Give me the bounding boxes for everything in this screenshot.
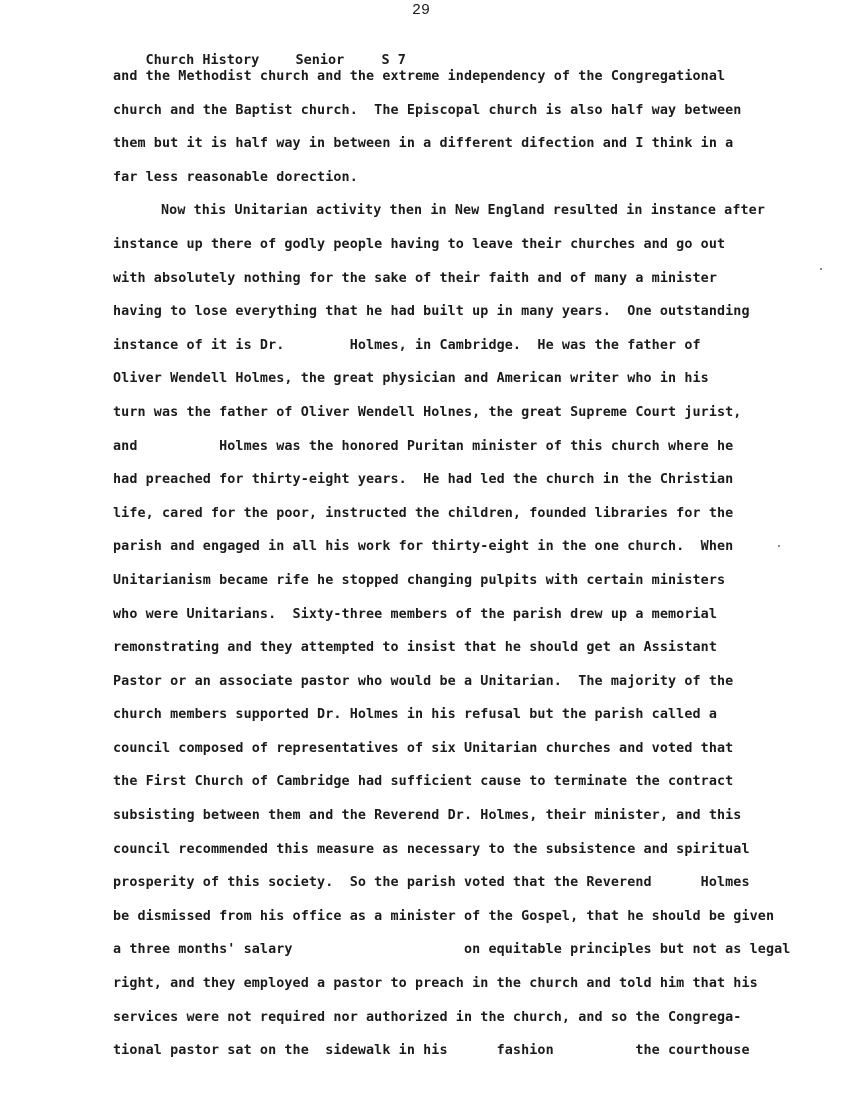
text-line: life, cared for the poor, instructed the children, founded libraries for the [113, 505, 734, 521]
text-line: them but it is half way in between in a different difection and I think in a [113, 136, 734, 152]
scan-speck [778, 545, 780, 547]
text-line: remonstrating and they attempted to insist that he should get an Assistant [113, 640, 717, 656]
text-line: with absolutely nothing for the sake of their faith and of many a minister [113, 270, 717, 286]
text-line: right, and they employed a pastor to preach in the church and told him that his [113, 976, 758, 992]
text-line: Oliver Wendell Holmes, the great physician and American writer who in his [113, 371, 709, 387]
header-section: S 7 [381, 52, 406, 68]
text-line: Unitarianism became rife he stopped changing pulpits with certain ministers [113, 572, 726, 588]
page-number: 29 [412, 2, 431, 19]
text-line: church members supported Dr. Holmes in his refusal but the parish called a [113, 707, 717, 723]
text-line: be dismissed from his office as a minister of the Gospel, that he should be given [113, 908, 775, 924]
text-line: had preached for thirty-eight years. He had led the church in the Christian [113, 472, 734, 488]
text-line: and the Methodist church and the extreme independency of the Congregational [113, 69, 726, 84]
text-line: tional pastor sat on the sidewalk in his fashion the courthouse [113, 1043, 750, 1059]
header-course: Church History [145, 52, 260, 68]
text-line: church and the Baptist church. The Episcopal church is also half way between [113, 102, 742, 118]
text-line: having to lose everything that he had built up in many years. One outstanding [113, 304, 750, 320]
text-line: Now this Unitarian activity then in New England resulted in instance after [161, 203, 765, 219]
text-line: prosperity of this society. So the parish voted that the Reverend Holmes [113, 875, 750, 891]
text-line: a three months' salary on equitable principles but not as legal [113, 942, 791, 958]
scan-speck [820, 268, 822, 270]
text-line: subsisting between them and the Reverend Dr. Holmes, their minister, and this [113, 808, 742, 824]
text-line: parish and engaged in all his work for thirty-eight in the one church. When [113, 539, 734, 555]
text-line: council composed of representatives of six Unitarian churches and voted that [113, 740, 734, 756]
body-text [113, 66, 813, 1074]
text-line: far less reasonable dorection. [113, 169, 358, 185]
text-line: the First Church of Cambridge had sufficient cause to terminate the contract [113, 774, 734, 790]
text-line: and Holmes was the honored Puritan minister of this church where he [113, 438, 734, 454]
text-line: services were not required nor authorized in the church, and so the Congrega- [113, 1009, 742, 1025]
header-level: Senior [295, 52, 345, 68]
text-line: Pastor or an associate pastor who would be a Unitarian. The majority of the [113, 673, 734, 689]
text-line: who were Unitarians. Sixty-three members of the parish drew up a memorial [113, 606, 717, 622]
text-line: turn was the father of Oliver Wendell Holnes, the great Supreme Court jurist, [113, 404, 742, 420]
text-line: instance up there of godly people having to leave their churches and go out [113, 236, 726, 252]
text-line: instance of it is Dr. Holmes, in Cambridge. He was the father of [113, 337, 701, 353]
text-line: council recommended this measure as necessary to the subsistence and spiritual [113, 841, 750, 857]
